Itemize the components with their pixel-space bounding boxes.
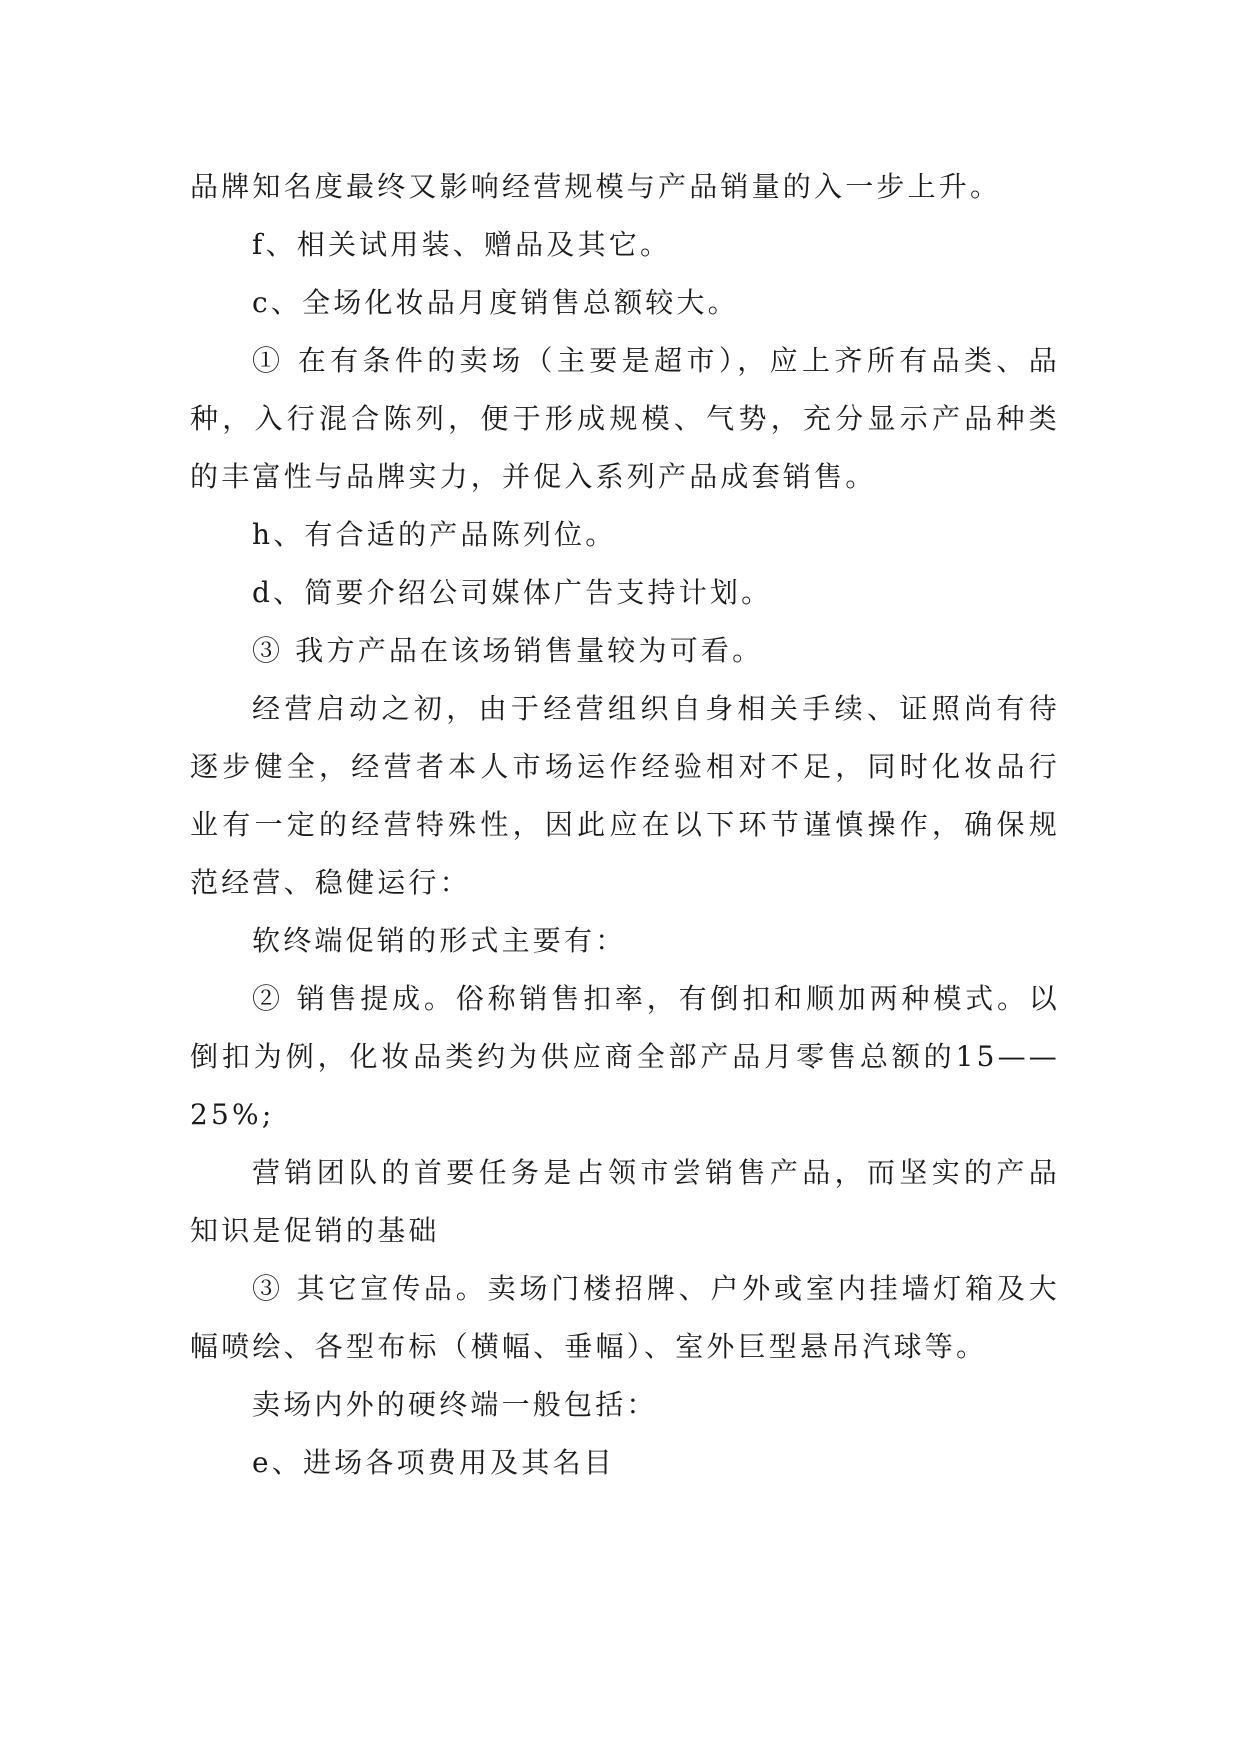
paragraph-point-1: ① 在有条件的卖场（主要是超市），应上齐所有品类、品种，入行混合陈列，便于形成规模、气势，充分显示产品种类的丰富性与品牌实力，并促入系列产品成套销售。: [190, 344, 1060, 493]
paragraph-soft-terminal: 软终端促销的形式主要有：: [252, 924, 627, 957]
paragraph-marketing-team: 营销团队的首要任务是占领市尝销售产品，而坚实的产品知识是促销的基础: [190, 1156, 1060, 1247]
paragraph-point-3b: ③ 其它宣传品。卖场门楼招牌、户外或室内挂墙灯箱及大幅喷绘、各型布标（横幅、垂幅）、室外巨型悬吊汽球等。: [190, 1272, 1060, 1363]
paragraph-hard-terminal: 卖场内外的硬终端一般包括：: [252, 1388, 658, 1421]
paragraph-startup: 经营启动之初，由于经营组织自身相关手续、证照尚有待逐步健全，经营者本人市场运作经验相对不足，同时化妆品行业有一定的经营特殊性，因此应在以下环节谨慎操作，确保规范经营、稳健运行：: [190, 692, 1060, 899]
paragraph-point-2: ② 销售提成。俗称销售扣率，有倒扣和顺加两种模式。以倒扣为例，化妆品类约为供应商全部产品月零售总额的15——25%;: [190, 982, 1060, 1131]
paragraph-item-c: c、全场化妆品月度销售总额较大。: [252, 286, 739, 319]
paragraph-item-f: f、相关试用装、赠品及其它。: [252, 228, 672, 261]
paragraph-point-3a: ③ 我方产品在该场销售量较为可看。: [252, 634, 764, 667]
paragraph-brand-awareness: 品牌知名度最终又影响经营规模与产品销量的入一步上升。: [190, 170, 1002, 203]
paragraph-item-d: d、简要介绍公司媒体广告支持计划。: [252, 576, 773, 609]
paragraph-item-h: h、有合适的产品陈列位。: [252, 518, 617, 551]
document-body: [190, 158, 1060, 1492]
paragraph-item-e: e、进场各项费用及其名目: [252, 1446, 615, 1479]
